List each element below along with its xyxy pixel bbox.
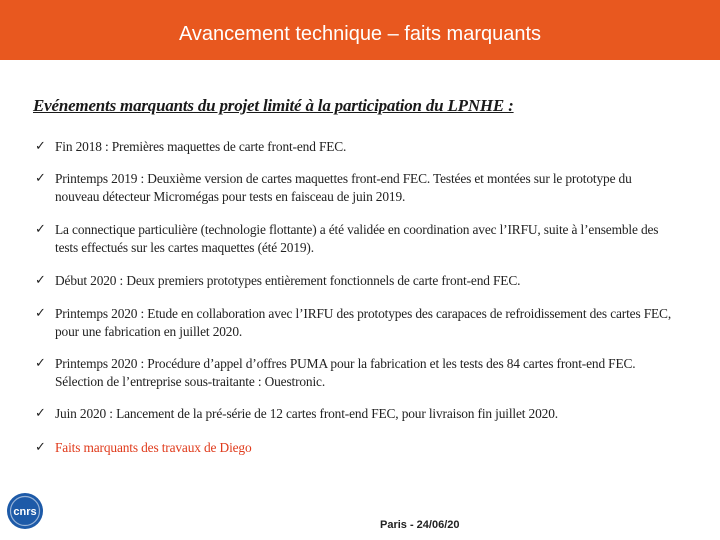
bullet-text: Printemps 2020 : Etude en collaboration avec l’IRFU des prototypes des carapaces de refroidissement des cartes FEC, pour une fabrication en juillet 2020. (55, 306, 672, 339)
checkmark-icon: ✓ (35, 306, 46, 321)
logo-text: cnrs (13, 506, 37, 518)
footer-date: Paris - 24/06/20 (380, 519, 460, 531)
bullet-text: Printemps 2019 : Deuxième version de cartes maquettes front-end FEC. Testées et montées sur le prototype du nouveau détecteur Micromégas pour tests en faisceau de juin 2019. (55, 171, 632, 204)
bullet-text: Juin 2020 : Lancement de la pré-série de 12 cartes front-end FEC, pour livraison fin juillet 2020. (55, 406, 558, 421)
checkmark-icon: ✓ (35, 139, 46, 154)
bullet-text[interactable]: Faits marquants des travaux de Diego (55, 440, 252, 455)
bullet-text: Printemps 2020 : Procédure d’appel d’offres PUMA pour la fabrication et les tests des 84 cartes front-end FEC. Sélection de l’entreprise sous-traitante : Ouestronic. (55, 356, 636, 389)
title-bar (0, 0, 720, 60)
bullet-text: Fin 2018 : Premières maquettes de carte front-end FEC. (55, 139, 347, 154)
cnrs-logo (6, 492, 44, 530)
bullet-text: La connectique particulière (technologie flottante) a été validée en coordination avec l’IRFU, suite à l’ensemble des tests effectués sur les cartes maquettes (été 2019). (55, 222, 659, 255)
checkmark-icon: ✓ (35, 406, 46, 421)
checkmark-icon: ✓ (35, 222, 46, 237)
checkmark-icon: ✓ (35, 356, 46, 371)
checkmark-icon: ✓ (35, 273, 46, 288)
bullet-text: Début 2020 : Deux premiers prototypes entièrement fonctionnels de carte front-end FEC. (55, 273, 521, 288)
checkmark-icon: ✓ (35, 440, 46, 455)
section-subtitle: Evénements marquants du projet limité à la participation du LPNHE : (33, 96, 514, 115)
checkmark-icon: ✓ (35, 171, 46, 186)
slide-title: Avancement technique – faits marquants (178, 23, 542, 45)
